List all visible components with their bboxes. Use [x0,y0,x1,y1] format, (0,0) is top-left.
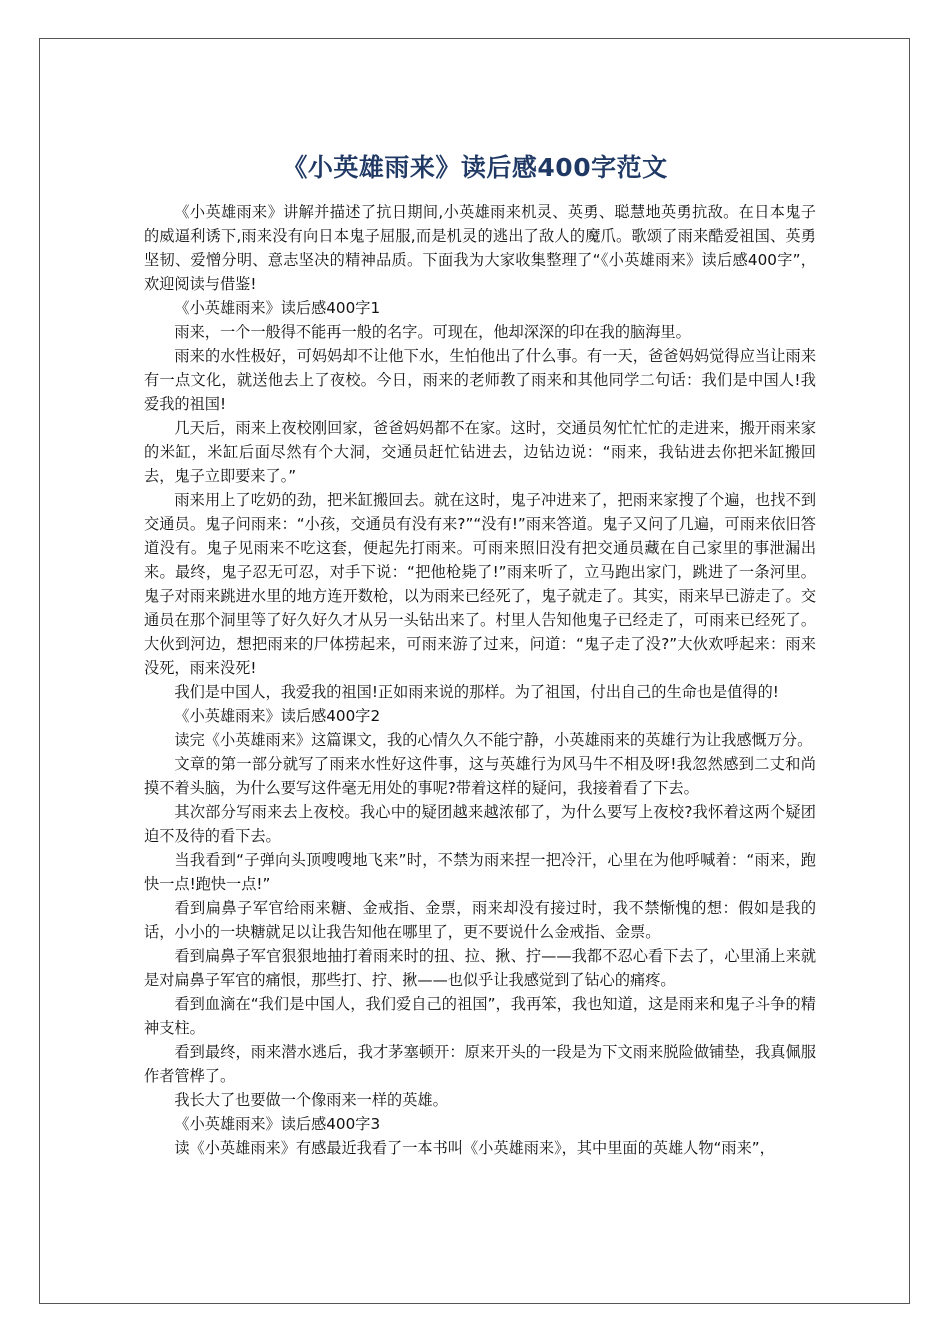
paragraph: 当我看到“子弹向头顶嗖嗖地飞来”时，不禁为雨来捏一把冷汗，心里在为他呼喊着：“雨来，跑快一点!跑快一点!” [144,851,816,893]
paragraph: 读《小英雄雨来》有感最近我看了一本书叫《小英雄雨来》，其中里面的英雄人物“雨来”， [174,1139,775,1157]
paragraph: 雨来用上了吃奶的劲，把米缸搬回去。就在这时，鬼子冲进来了，把雨来家搜了个遍，也找不到交通员。鬼子问雨来：“小孩，交通员有没有来?”“没有!”雨来答道。鬼子又问了几遍，可雨来依旧答道没有。鬼子见雨来不吃这套，便起先打雨来。可雨来照旧没有把交通员藏在自己家里的事泄漏出来。最终，鬼子忍无可忍，对手下说：“把他枪毙了!”雨来听了，立马跑出家门，跳进了一条河里。鬼子对雨来跳进水里的地方连开数枪，以为雨来已经死了，鬼子就走了。其实，雨来早已游走了。交通员在那个洞里等了好久好久才从另一头钻出来了。村里人告知他鬼子已经走了，可雨来已经死了。大伙到河边，想把雨来的尸体捞起来，可雨来游了过来，问道：“鬼子走了没?”大伙欢呼起来：雨来没死，雨来没死! [144,491,816,677]
paragraph: 看到最终，雨来潜水逃后，我才茅塞顿开：原来开头的一段是为下文雨来脱险做铺垫，我真佩服作者管桦了。 [144,1043,816,1085]
paragraph: 看到扁鼻子军官给雨来糖、金戒指、金票，雨来却没有接过时，我不禁惭愧的想：假如是我的话，小小的一块糖就足以让我告知他在哪里了，更不要说什么金戒指、金票。 [144,899,816,941]
paragraph: 看到血滴在“我们是中国人，我们爱自己的祖国”，我再笨，我也知道，这是雨来和鬼子斗争的精神支柱。 [144,995,816,1037]
document-body [144,200,816,1160]
paragraph: 雨来，一个一般得不能再一般的名字。可现在，他却深深的印在我的脑海里。 [174,323,691,341]
page-title: 《小英雄雨来》读后感400字范文 [282,152,668,182]
paragraph: 文章的第一部分就写了雨来水性好这件事，这与英雄行为风马牛不相及呀!我忽然感到二丈和尚摸不着头脑，为什么要写这件毫无用处的事呢?带着这样的疑问，我接着看了下去。 [144,755,816,797]
paragraph: 读完《小英雄雨来》这篇课文，我的心情久久不能宁静，小英雄雨来的英雄行为让我感慨万分。 [174,731,813,749]
section-heading: 《小英雄雨来》读后感400字3 [174,1115,381,1133]
section-heading: 《小英雄雨来》读后感400字1 [174,299,381,317]
paragraph: 雨来的水性极好，可妈妈却不让他下水，生怕他出了什么事。有一天，爸爸妈妈觉得应当让雨来有一点文化，就送他去上了夜校。今日，雨来的老师教了雨来和其他同学二句话：我们是中国人!我爱我的祖国! [144,347,816,413]
paragraph: 《小英雄雨来》讲解并描述了抗日期间,小英雄雨来机灵、英勇、聪慧地英勇抗敌。在日本鬼子的威逼利诱下,雨来没有向日本鬼子屈服,而是机灵的逃出了敌人的魔爪。歌颂了雨来酷爱祖国、英勇坚韧、爱憎分明、意志坚决的精神品质。下面我为大家收集整理了“《小英雄雨来》读后感400字”，欢迎阅读与借鉴! [144,203,816,293]
paragraph: 其次部分写雨来去上夜校。我心中的疑团越来越浓郁了，为什么要写上夜校?我怀着这两个疑团迫不及待的看下去。 [144,803,816,845]
paragraph: 看到扁鼻子军官狠狠地抽打着雨来时的扭、拉、揪、拧——我都不忍心看下去了，心里涌上来就是对扁鼻子军官的痛恨，那些打、拧、揪——也似乎让我感觉到了钻心的痛疼。 [144,947,816,989]
paragraph: 我长大了也要做一个像雨来一样的英雄。 [174,1091,448,1109]
paragraph: 几天后，雨来上夜校刚回家，爸爸妈妈都不在家。这时，交通员匆忙忙忙的走进来，搬开雨来家的米缸，米缸后面尽然有个大洞，交通员赶忙钻进去，边钻边说：“雨来，我钻进去你把米缸搬回去，鬼子立即要来了。” [144,419,816,485]
paragraph: 我们是中国人，我爱我的祖国!正如雨来说的那样。为了祖国，付出自己的生命也是值得的! [174,683,779,701]
section-heading: 《小英雄雨来》读后感400字2 [174,707,381,725]
